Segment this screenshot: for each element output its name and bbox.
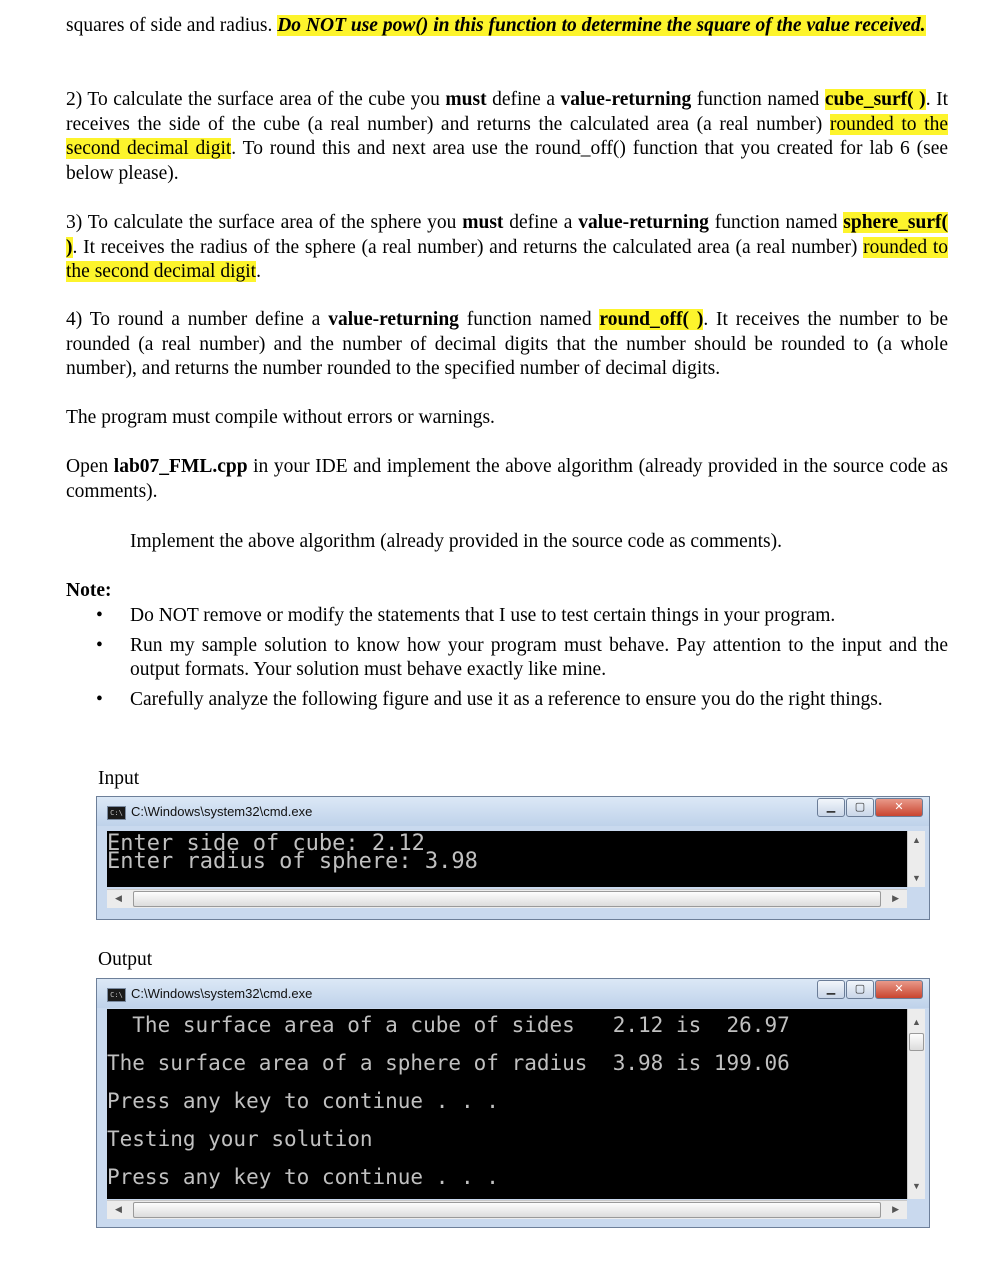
- cmd-icon: C:\: [107, 988, 126, 1002]
- scroll-right-icon[interactable]: ▶: [892, 1204, 899, 1214]
- output-label: Output: [98, 949, 153, 970]
- console-line: Press any key to continue . . .: [107, 1089, 499, 1113]
- window-title: C:\Windows\system32\cmd.exe: [131, 986, 313, 1001]
- bullet-icon: •: [96, 634, 103, 656]
- console-line: Enter side of cube: 2.12: [107, 831, 425, 856]
- list-item: • Run my sample solution to know how your program must behave. Pay attention to the input and the output formats. Your solution must behave exactly like mine.: [96, 634, 948, 680]
- output-cmd-window: [96, 978, 930, 1228]
- maximize-button[interactable]: ▢: [846, 798, 874, 817]
- horizontal-scrollbar[interactable]: [107, 1200, 907, 1219]
- scroll-up-icon[interactable]: ▲: [912, 1017, 921, 1027]
- file-name: lab07_FML.cpp: [113, 456, 248, 477]
- note-heading: Note:: [66, 580, 112, 601]
- minimize-button[interactable]: ▁: [817, 980, 845, 999]
- paragraph-cube-surf: 2) To calculate the surface area of the cube you must define a value-returning function named cube_surf( ). It receives the side of the cube (a real number) and returns the calculated area (a real number) rounded to the second decimal digit. To round this and next area use the round_off() function that you created for lab 6 (see below please).: [66, 89, 948, 184]
- bullet-icon: •: [96, 605, 103, 626]
- vertical-scrollbar[interactable]: [907, 1009, 925, 1199]
- minimize-button[interactable]: ▁: [817, 798, 845, 817]
- scroll-down-icon[interactable]: ▼: [912, 873, 921, 883]
- title-bar: [97, 797, 929, 826]
- paragraph-sphere-surf: 3) To calculate the surface area of the sphere you must define a value-returning function named sphere_surf( ). It receives the radius of the sphere (a real number) and returns the calculated area (a real number) rounded to the second decimal digit.: [66, 212, 948, 282]
- cube-surf-function: cube_surf( ): [824, 89, 926, 110]
- paragraph-round-off: 4) To round a number define a value-returning function named round_off( ). It receives the number to be rounded (a real number) and the number of decimal digits that the number should be rounded to (a whole number), and returns the number rounded to the specified number of decimal digits.: [66, 309, 948, 379]
- scroll-left-icon[interactable]: ◀: [115, 1204, 122, 1214]
- console-line: Press any key to continue . . .: [107, 1165, 499, 1189]
- paragraph-compile: The program must compile without errors or warnings.: [66, 407, 495, 428]
- cmd-icon: C:\: [107, 806, 126, 820]
- scroll-thumb[interactable]: [909, 1033, 924, 1051]
- scroll-down-icon[interactable]: ▼: [912, 1181, 921, 1191]
- pow-warning: Do NOT use pow() in this function to determine the square of the value received.: [277, 15, 926, 36]
- paragraph-implement: Implement the above algorithm (already provided in the source code as comments).: [130, 531, 782, 552]
- sphere-surf-function: sphere_surf( ): [66, 212, 948, 258]
- list-item: • Do NOT remove or modify the statements that I use to test certain things in your program.: [66, 604, 948, 629]
- close-button[interactable]: ✕: [875, 798, 923, 817]
- scroll-up-icon[interactable]: ▲: [912, 835, 921, 845]
- input-label: Input: [98, 768, 140, 789]
- paragraph-1: squares of side and radius. Do NOT use pow() in this function to determine the square of the value received.: [66, 15, 926, 36]
- list-item: • Carefully analyze the following figure and use it as a reference to ensure you do the right things.: [66, 688, 948, 713]
- console-line: The surface area of a sphere of radius 3.98 is 199.06: [107, 1051, 790, 1075]
- console-output: [107, 1009, 907, 1199]
- vertical-scrollbar[interactable]: [907, 831, 925, 887]
- maximize-button[interactable]: ▢: [846, 980, 874, 999]
- window-title: C:\Windows\system32\cmd.exe: [131, 804, 313, 819]
- title-bar: [97, 979, 929, 1008]
- close-button[interactable]: ✕: [875, 980, 923, 999]
- paragraph-open-file: Open lab07_FML.cpp in your IDE and implement the above algorithm (already provided in the source code as comments).: [66, 456, 948, 502]
- round-off-function: round_off( ): [599, 309, 704, 330]
- console-line: Enter radius of sphere: 3.98: [107, 849, 478, 874]
- console-output: [107, 831, 907, 887]
- input-cmd-window: [96, 796, 930, 920]
- console-line: Testing your solution: [107, 1127, 373, 1151]
- console-line: The surface area of a cube of sides 2.12 is 26.97: [107, 1013, 790, 1037]
- note-list: [66, 604, 948, 717]
- bullet-icon: •: [96, 688, 103, 710]
- scroll-left-icon[interactable]: ◀: [115, 893, 122, 903]
- scroll-right-icon[interactable]: ▶: [892, 893, 899, 903]
- scroll-thumb[interactable]: [133, 891, 881, 907]
- scroll-thumb[interactable]: [133, 1202, 881, 1218]
- horizontal-scrollbar[interactable]: [107, 889, 907, 908]
